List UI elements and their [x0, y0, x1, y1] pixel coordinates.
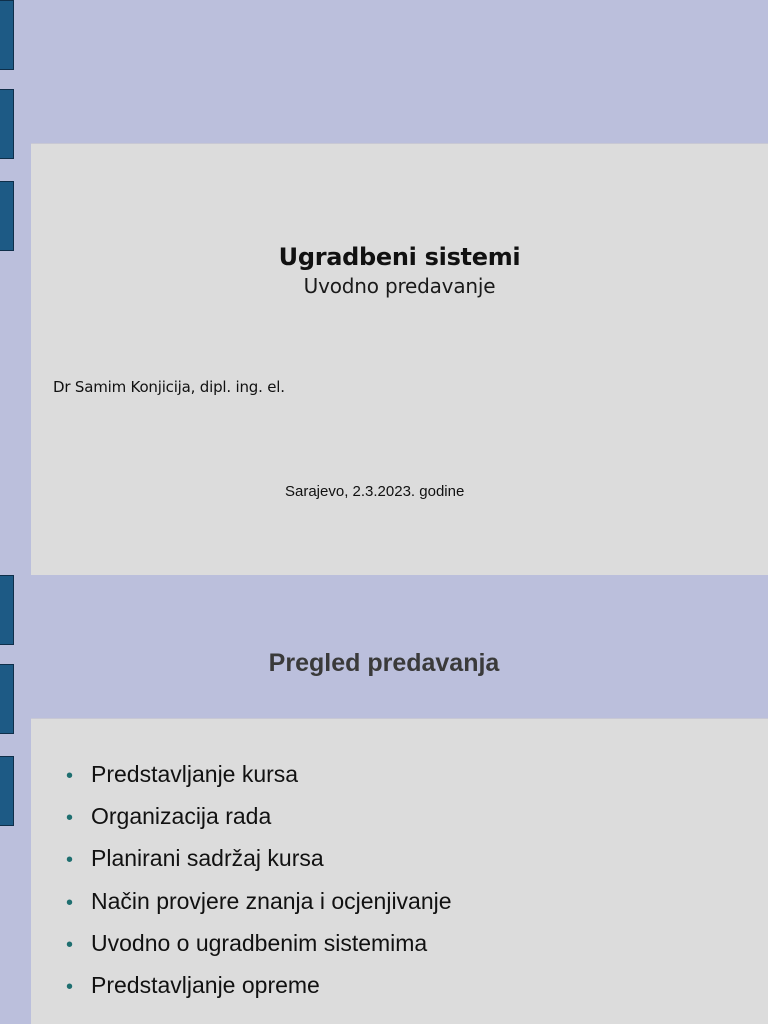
side-tab-marker: [0, 181, 14, 251]
overview-content-panel: [31, 718, 768, 1024]
side-tab-marker: [0, 0, 14, 70]
presentation-date: Sarajevo, 2.3.2023. godine: [285, 483, 465, 500]
author-name: Dr Samim Konjicija, dipl. ing. el.: [53, 378, 285, 396]
list-item-label: Organizacija rada: [91, 803, 272, 830]
list-item: [66, 930, 452, 972]
list-item-label: Uvodno o ugradbenim sistemima: [91, 929, 428, 956]
list-item: [66, 888, 452, 930]
side-tab-marker: [0, 575, 14, 645]
slide-subtitle: Uvodno predavanje: [303, 274, 496, 298]
list-item-label: Predstavljanje kursa: [91, 761, 299, 787]
overview-bullet-list: [66, 761, 452, 1014]
section-heading: Pregled predavanja: [268, 649, 500, 677]
bullet-icon: •: [66, 849, 74, 872]
list-item: [66, 845, 452, 887]
bullet-icon: •: [66, 891, 74, 914]
list-item-label: Planirani sadržaj kursa: [91, 845, 324, 872]
bullet-icon: •: [66, 807, 74, 830]
slide-title: Ugradbeni sistemi: [278, 243, 521, 271]
list-item: [66, 803, 452, 845]
list-item-label: Način provjere znanja i ocjenjivanje: [91, 887, 452, 914]
title-slide-panel: [31, 143, 768, 575]
side-tab-marker: [0, 756, 14, 826]
bullet-icon: •: [66, 933, 74, 956]
bullet-icon: •: [66, 765, 74, 787]
list-item: [66, 761, 452, 803]
side-tab-marker: [0, 89, 14, 159]
bullet-icon: •: [66, 975, 74, 998]
list-item-label: Predstavljanje opreme: [91, 971, 320, 998]
list-item: [66, 972, 452, 1014]
